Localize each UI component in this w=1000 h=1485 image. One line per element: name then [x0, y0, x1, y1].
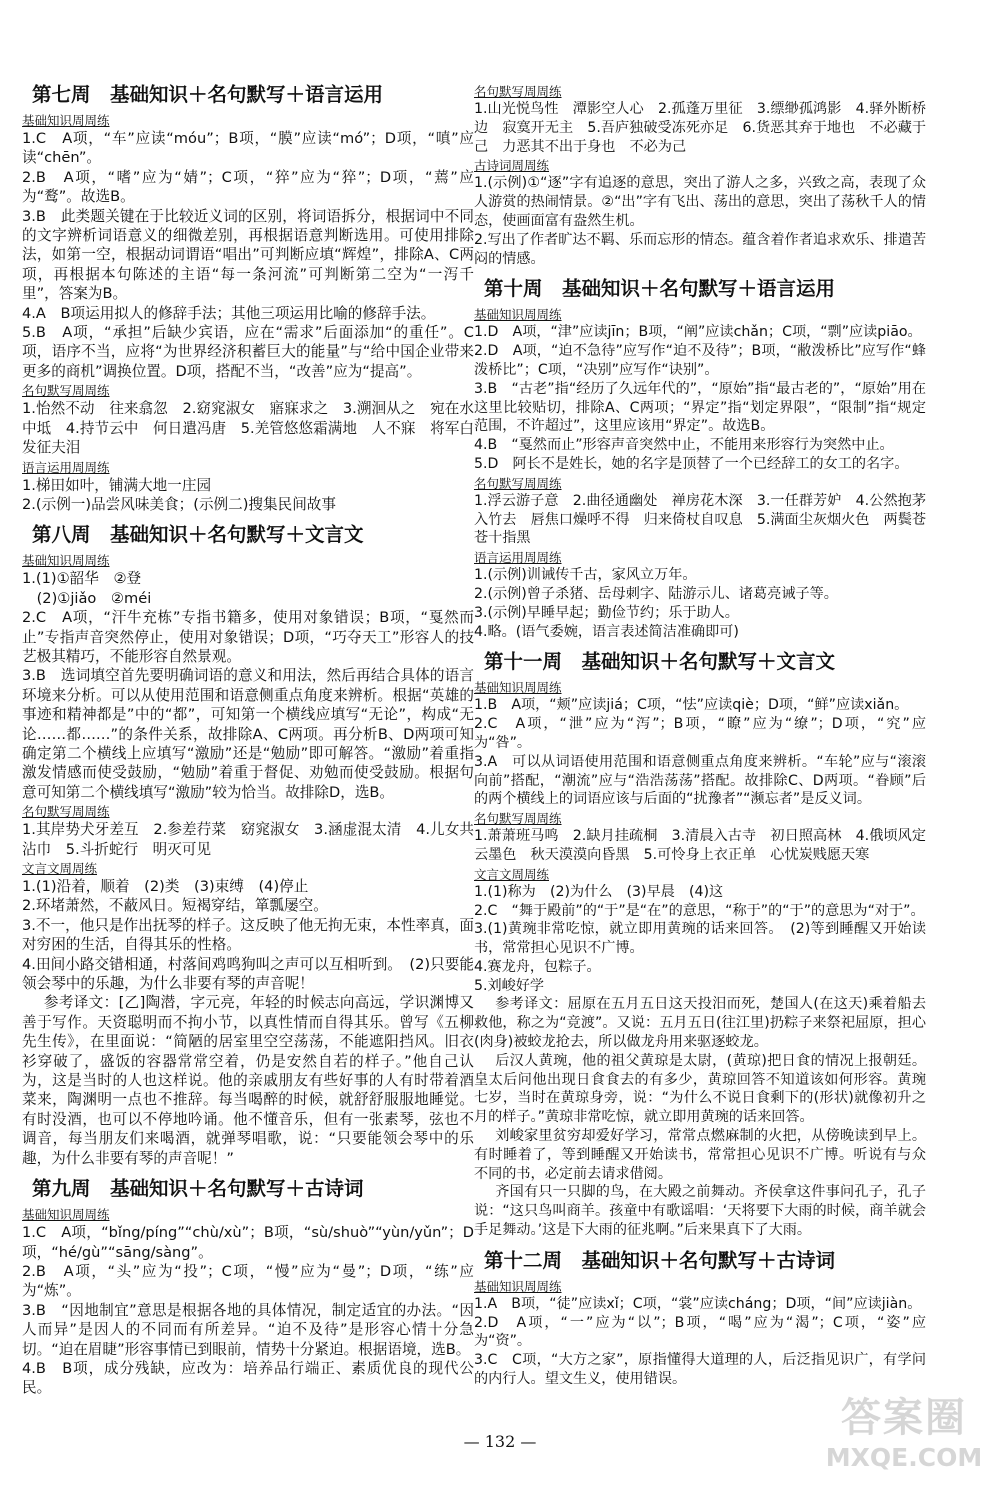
week10-basic-item: 4.B “戛然而止”形容声音突然中止，不能用来形容行为突然中止。: [474, 437, 894, 454]
left-column: [22, 82, 474, 1398]
week12-basic-heading: 基础知识周周练: [474, 1278, 562, 1294]
week10-title: 第十周 基础知识＋名句默写＋语言运用: [484, 277, 836, 301]
week9-poem-item: 1.(示例)①“逐”字有追逐的意思，突出了游人之多，兴致之高，表现了众人游赏的热闹情景。②“出”字有飞出、荡出的意思，突出了荡秋千人的情态，使画面富有盎然生机。: [474, 175, 926, 229]
week12-basic-item: 2.D A项，“一”应为“以”；B项，“喝”应为“渴”；C项，“姿”应为“资”。: [474, 1314, 926, 1350]
week11-translation: 刘峻家里贫穷却爱好学习，常常点燃麻制的火把，从傍晚读到早上。有时睡着了，等到睡醒又开始读书，常常担心见识不广博。听说有与众不同的书，必定前去请求借阅。: [474, 1128, 926, 1182]
week9-basic-item: 1.C A项，“bǐng/píng”“chù/xù”；B项，“sù/shuò”“yùn/yǔn”；D项，“hé/gù”“sāng/sàng”。: [22, 1224, 474, 1261]
week8-quote-item: 1.其岸势犬牙差互 2.参差荇菜 窈窕淑女 3.涵虚混太清 4.儿女共沾巾 5.斗折蛇行 明灭可见: [22, 821, 474, 858]
week8-basic-item: 3.B 选词填空首先要明确词语的意义和用法，然后再结合具体的语言环境来分析。可以从使用范围和语意侧重点角度来辨析。根据“英雄的事迹和精神都是”中的“都”，可知第一个横线应填写“无论”，构成“无论……都……”的条件关系，故排除A、C两项。再分析B、D两项可知确定第二个横线上应填写“激励”还是“勉励”即可解答。“激励”着重指激发情感而使受鼓励，“勉励”着重于督促、劝勉而使受鼓励。根据句意可知第二个横线填写“激励”较为恰当。故排除D，选B。: [22, 667, 474, 801]
week11-quote-item: 1.萧萧班马鸣 2.缺月挂疏桐 3.清晨入古寺 初日照高林 4.俄顷风定云墨色 秋天漠漠向昏黑 5.可怜身上衣正单 心忧炭贱愿天寒: [474, 828, 926, 863]
week8-classical-heading: 文言文周周练: [22, 861, 98, 876]
week11-basic-item: 2.C A项，“泄”应为“泻”；B项，“瞭”应为“缭”；D项，“究”应为“咎”。: [474, 716, 926, 751]
week8-classical-item: 2.环堵萧然，不蔽风日。短褐穿结，箪瓢屡空。: [22, 897, 328, 915]
week7-basic-heading: 基础知识周周练: [22, 113, 110, 128]
week7-basic-item: 1.C A项，“车”应读“móu”；B项，“膜”应读“mó”；D项，“嗔”应读“chēn”。: [22, 130, 474, 167]
week10-basic-item: 2.D A项，“迫不急待”应写作“迫不及待”；B项，“敝泼桥比”应写作“蜂泼桥比”；C项，“决别”应写作“诀别”。: [474, 343, 926, 378]
week11-basic-item: 1.B A项，“颊”应读jiá；C项，“怯”应读qiè；D项，“鲜”应读xiǎn。: [474, 697, 909, 714]
week11-quote-heading: 名句默写周周练: [474, 811, 562, 827]
week7-lang-heading: 语言运用周周练: [22, 459, 110, 475]
week10-lang-item: 3.(示例)早睡早起；勤俭节约；乐于助人。: [474, 604, 739, 621]
week12-title: 第十二周 基础知识＋名句默写＋古诗词: [484, 1248, 836, 1272]
week10-lang-item: 2.(示例)曾子杀猪、岳母刺字、陆游示儿、诸葛亮诫子等。: [474, 585, 838, 602]
week7-quote-item: 1.怡然不动 往来翕忽 2.窈窕淑女 寤寐求之 3.溯洄从之 宛在水中坻 4.持节云中 何日遣冯唐 5.羌管悠悠霜满地 人不寐 将军白发征夫泪: [22, 400, 474, 457]
week10-quote-heading: 名句默写周周练: [474, 475, 562, 491]
week10-lang-item: 1.(示例)训诫传千古，家风立万年。: [474, 567, 697, 584]
week11-translation: 参考译文：屈原在五月五日这天投汨而死，楚国人(在这天)乘着船去救他，称之为“竞渡”。又说：五月五日(往江里)扔粽子来祭祀屈原，担心(肉身)被蛟龙抢去，所以做龙舟用来驱逐蛟龙。: [474, 996, 926, 1051]
week8-translation: 参考译文：[乙]陶潜，字元亮，年轻的时候志向高远，学识渊博又善于写作。天资聪明而不拘小节，以真性情而自得其乐。曾写《五柳先生传》，在里面说：“简陋的居室里空空荡荡，不能遮阳挡风。旧衣衫穿破了，盛饭的容器常常空着，仍是安然自若的样子。”他自己认为，这是当时的人也这样说。他的亲戚朋友有些好事的人有时带着酒菜来，陶渊明一点也不推辞。每当喝醉的时候，就舒舒服服地睡觉。有时没酒，也可以不停地吟诵。他不懂音乐，但有一张素琴，弦也不调音，每当朋友们来喝酒，就弹琴唱歌，说：“只要能领会琴中的乐趣，为什么非要有琴的声音呢！”: [22, 994, 474, 1167]
week9-basic-heading: 基础知识周周练: [22, 1207, 110, 1223]
page-number: — 132 —: [463, 1432, 537, 1451]
week7-lang-item: 2.(示例一)品尝风味美食；(示例二)搜集民间故事: [22, 495, 336, 513]
week9-poem-heading: 古诗词周周练: [474, 158, 550, 174]
week7-basic-item: 3.B 此类题关键在于比较近义词的区别，将词语拆分，根据词中不同的文字辨析词语意义的细微差别，再根据语意判断选用。可使用排除法，如第一空，根据动词谓语“唱出”可判断应填“辉煌”，排除A、C两项，再根据本句陈述的主语“每一条河流”可判断第二空为“一泻千里”，答案为B。: [22, 207, 474, 303]
week8-basic-item: (2)①jiǎo ②méi: [36, 589, 152, 607]
watermark-url: MXQE.COM: [825, 1443, 983, 1472]
week7-quote-heading: 名句默写周周练: [22, 383, 110, 399]
week11-classical-heading: 文言文周周练: [474, 866, 550, 882]
week11-classical-item: 2.C “舞于殿前”的“于”是“在”的意思，“称于”的“于”的意思为“对于”。: [474, 902, 925, 919]
week12-basic-item: 1.A B项，“徒”应读xǐ；C项，“裳”应读cháng；D项，“间”应读jiàn。: [474, 1295, 922, 1312]
week11-translation: 齐国有只一只脚的鸟，在大殿之前舞动。齐侯拿这件事问孔子，孔子说：“这只鸟叫商羊。孩童中有歌谣唱：‘天将要下大雨的时候，商羊就会手足舞动。’这是下大雨的征兆啊。”后来果真下了大雨。: [474, 1184, 926, 1239]
week9-poem-item: 2.写出了作者旷达不羁、乐而忘形的情态。蕴含着作者追求欢乐、排遣苦闷的情感。: [474, 231, 926, 267]
week10-lang-item: 4.略。(语气委婉，语言表述简洁准确即可): [474, 623, 739, 640]
week8-classical-item: 3.不一，他只是作出抚琴的样子。这反映了他无拘无束，本性率真，面对穷困的生活，自得其乐的性格。: [22, 916, 474, 954]
week9-quote-item: 1.山光悦鸟性 潭影空人心 2.孤蓬万里征 3.缥缈孤鸿影 4.驿外断桥边 寂寞开无主 5.吾庐独破受冻死亦足 6.货恶其弃于地也 不必藏于己 力恶其不出于身也 不必为己: [474, 101, 926, 155]
week7-basic-item: 2.B A项，“嗜”应为“婧”；C项，“猝”应为“猝”；D项，“蔫”应为“鹜”。故选B。: [22, 168, 474, 206]
week11-translation: 后汉人黄琬，他的祖父黄琼是太尉，(黄琼)把日食的情况上报朝廷。皇太后问他出现日食食去的有多少，黄琼回答不知道该如何形容。黄琬七岁，当时在黄琼身旁，说：“为什么不说日食剩下的(形状)就像初升之月的样子。”黄琼非常吃惊，就立即用黄琬的话来回答。: [474, 1052, 926, 1126]
week10-basic-item: 3.B “古老”指“经历了久远年代的”，“原始”指“最古老的”，“原始”用在这里比较贴切，排除A、C两项；“界定”指“划定界限”，“限制”指“规定范围，不许超过”，这里应该用“界定”。故选B。: [474, 380, 926, 435]
week8-title: 第八周 基础知识＋名句默写＋文言文: [32, 523, 364, 547]
week11-basic-item: 3.A 可以从词语使用范围和语意侧重点角度来辨析。“车轮”应与“滚滚向前”搭配，“潮流”应与“浩浩荡荡”搭配。故排除C、D两项。“眷顾”后的两个横线上的词语应该与后面的“扰豫者”“濒忘者”是反义词。: [474, 753, 926, 808]
watermark-logo: [815, 1395, 993, 1477]
week11-classical-item: 3.(1)黄琬非常吃惊，就立即用黄琬的话来回答。 (2)等到睡醒又开始读书，常常担心见识不广博。: [474, 921, 926, 957]
week10-basic-item: 1.D A项，“津”应读jīn；B项，“阐”应读chǎn；C项，“剽”应读piāo。: [474, 324, 922, 341]
watermark-text: 答案圈: [841, 1395, 967, 1441]
week10-lang-heading: 语言运用周周练: [474, 550, 562, 566]
week7-basic-item: 4.A B项运用拟人的修辞手法；其他三项运用比喻的修辞手法。: [22, 304, 436, 322]
week11-classical-item: 1.(1)称为 (2)为什么 (3)早晨 (4)这: [474, 883, 724, 900]
week9-quote-heading: 名句默写周周练: [474, 84, 562, 99]
week10-quote-item: 1.浮云游子意 2.曲径通幽处 禅房花木深 3.一任群芳妒 4.公然抱茅入竹去 唇焦口燥呼不得 归来倚杖自叹息 5.满面尘灰烟火色 两鬓苍苍十指黑: [474, 492, 926, 547]
week9-basic-item: 4.B B项，成分残缺，应改为：培养品行端正、素质优良的现代公民。: [22, 1359, 474, 1397]
week12-basic-item: 3.C C项，“大方之家”，原指懂得大道理的人，后泛指见识广，有学问的内行人。望文生义，使用错误。: [474, 1352, 926, 1388]
week8-classical-item: 1.(1)沿着，顺着 (2)类 (3)束缚 (4)停止: [22, 878, 309, 895]
week10-basic-heading: 基础知识周周练: [474, 307, 562, 323]
week7-lang-item: 1.梯田如叶，铺满大地一庄园: [22, 476, 212, 494]
week9-basic-item: 3.B “因地制宜”意思是根据各地的具体情况，制定适宜的办法。“因人而异”是因人的不同而有所差异。“迫不及待”是形容心情十分急切。“迫在眉睫”形容事情已到眼前，情势十分紧迫。根据语境，选B。: [22, 1301, 474, 1358]
week9-basic-item: 2.B A项，“头”应为“投”；C项，“慢”应为“曼”；D项，“练”应为“炼”。: [22, 1262, 474, 1300]
week8-basic-item: 2.C A项，“汗牛充栋”专指书籍多，使用对象错误；B项，“戛然而止”专指声音突然停止，使用对象错误；D项，“巧夺天工”形容人的技艺极其精巧，不能形容自然景观。: [22, 609, 474, 665]
week8-quote-heading: 名句默写周周练: [22, 804, 110, 820]
week11-basic-heading: 基础知识周周练: [474, 680, 562, 696]
week8-classical-item: 4.田间小路交错相通，村落间鸡鸣狗叫之声可以互相听到。 (2)只要能领会琴中的乐趣，为什么非要有琴的声音呢！: [22, 955, 474, 993]
right-column: [474, 82, 926, 1389]
week10-basic-item: 5.D 阿长不是姓长，她的名字是顶替了一个已经辞工的女工的名字。: [474, 455, 909, 472]
week9-title: 第九周 基础知识＋名句默写＋古诗词: [32, 1177, 364, 1201]
week11-title: 第十一周 基础知识＋名句默写＋文言文: [484, 650, 836, 674]
week7-title: 第七周 基础知识＋名句默写＋语言运用: [32, 83, 384, 106]
week7-basic-item: 5.B A项，“承担”后缺少宾语，应在“需求”后面添加“的重任”。C项，语序不当，应将“为世界经济积蓄巨大的能量”与“给中国企业带来更多的商机”调换位置。D项，搭配不当，“改善”应为“提高”。: [22, 324, 474, 380]
week8-basic-item: 1.(1)①韶华 ②登: [22, 570, 142, 588]
week11-classical-item: 4.赛龙舟，包粽子。: [474, 958, 601, 975]
week8-basic-heading: 基础知识周周练: [22, 553, 110, 569]
week11-classical-item: 5.刘峻好学: [474, 977, 545, 994]
